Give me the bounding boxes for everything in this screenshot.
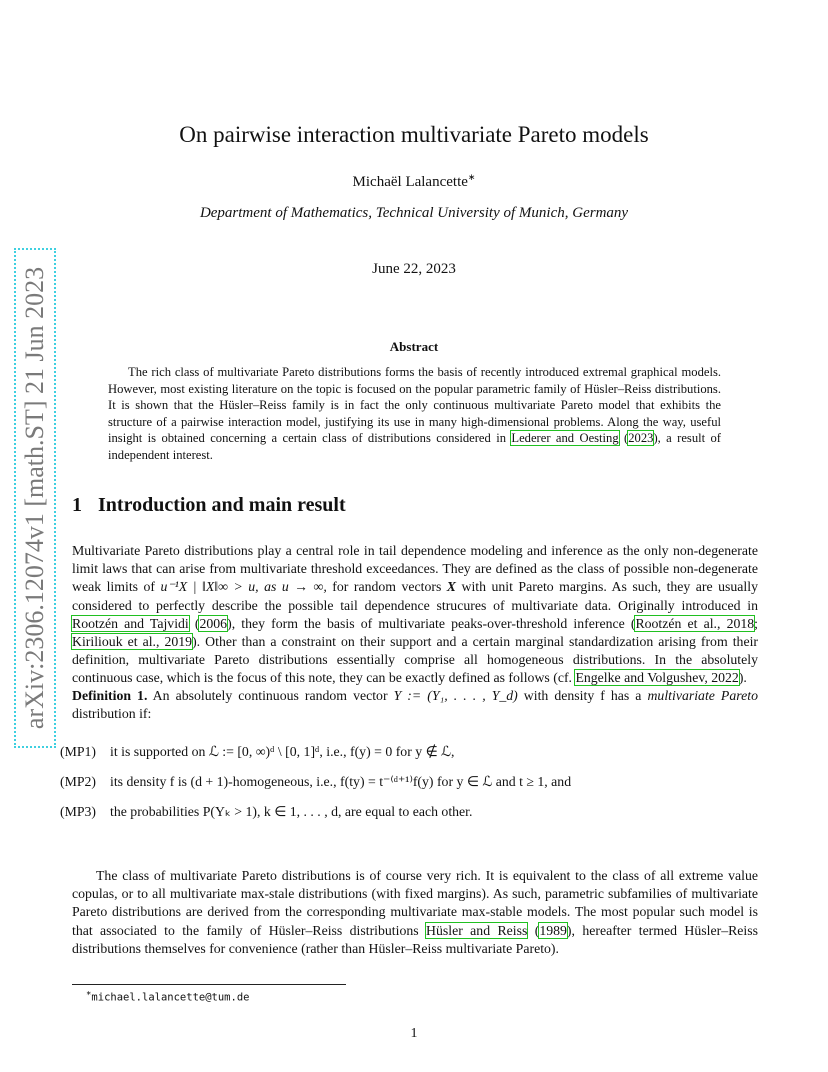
citation-lederer-oesting[interactable]: Lederer and Oesting [511,431,619,446]
intro-text: , they form the basis of multivariate peaks-over-threshold inference ( [231,615,636,631]
author-name: Michaël Lalancette [352,174,468,190]
footnote [86,989,249,1004]
section-number: 1 [72,494,82,516]
definition-text: An absolutely continuous random vector [147,688,394,703]
author-line [0,172,828,191]
citation-rootzen-tajvidi[interactable]: Rootzén and Tajvidi [72,615,189,631]
affiliation: Department of Mathematics, Technical University of Munich, Germany [199,205,629,221]
citation-kiriliouk-2019[interactable]: Kiriliouk et al., 2019 [72,634,193,650]
citation-engelke-volgushev[interactable]: Engelke and Volgushev, 2022 [575,670,739,686]
definition-block [72,687,758,723]
condition-tag: (MP1) [60,744,97,759]
abstract-body: The rich class of multivariate Pareto distributions forms the basis of recently introduced extremal graphical models. However, most existing literature on the topic is focused on the popular parametric family of Hüsler–Reiss distributions. It is shown that the Hüsler–Reiss family is in fact the only continuous multivariate Pareto model that exhibits the structure of a pairwise interaction model, justifying its use in many high-dimensional problems. Along the way, useful insight is obtained concerning a certain class of distributions considered in Lederer and Oesting (2023), a result of independent interest. [108,365,722,462]
citation-rootzen-2018[interactable]: Rootzén et al., 2018 [635,615,755,631]
section-heading [72,494,346,517]
arxiv-identifier[interactable]: arXiv:2306.12074v1 [math.ST] 21 Jun 2023 [20,266,49,730]
citation-year-2006[interactable]: 2006 [199,615,228,631]
definition-label: Definition 1. [72,688,148,703]
page-number: 1 [410,1026,418,1041]
intro-text: Multivariate Pareto distributions play a central role in tail dependence modeling and inference as the only non-degenerate limit laws that can arise from multivariate threshold exceedances. They are defined as the class of possible non-degenerate weak limits of [72,543,758,595]
citation-year-2023[interactable]: 2023 [628,431,654,446]
abstract-text-end: , a result of independent interest. [108,431,722,462]
abstract-heading: Abstract [389,339,439,354]
footnote-mark: ∗ [86,989,92,999]
math-vector-x: X [446,579,456,595]
math-limit-expression: u⁻¹X | ‖X‖∞ > u, as u → ∞, [160,579,327,595]
condition-mp2 [60,773,760,791]
condition-text: it is supported on ℒ := [0, ∞)ᵈ \ [0, 1]ᵈ, i.e., f(y) = 0 for y ∉ ℒ, [110,744,455,759]
section-title: Introduction and main result [98,494,346,516]
citation-year-1989[interactable]: 1989 [539,922,567,938]
author-email: michael.lalancette@tum.de [91,991,250,1004]
paper-date: June 22, 2023 [372,261,456,277]
condition-text: its density f is (d + 1)-homogeneous, i.e., f(ty) = t⁻⁽ᵈ⁺¹⁾f(y) for y ∈ ℒ and t ≥ 1, and [110,774,572,789]
definition-text: distribution if: [72,706,152,722]
intro-text: with unit Pareto margins. As such, they are usually considered to perfectly describe the possible tail dependence strucures of multivariate data. Originally introduced in [72,579,758,613]
condition-tag: (MP3) [60,804,97,819]
intro-text: ). [738,670,747,686]
condition-mp3 [60,803,760,821]
paper-title: On pairwise interaction multivariate Pareto models [179,122,649,147]
condition-mp1 [60,743,760,761]
math-vector-y: Y := (Y₁, . . . , Y_d) [393,688,518,703]
intro-text: for random vectors [326,579,447,595]
body-paragraph-2: The class of multivariate Pareto distributions is of course very rich. It is equivalent to the class of all extreme value copulas, or to all multivariate max-stale distributions (with fixed margins). As such, parametric subfamilies of multivariate Pareto distributions are derived from the corresponding multivariate max-stable models. The most popular such model is that associated to the family of Hüsler–Reiss distributions Hüsler and Reiss (1989), hereafter termed Hüsler–Reiss distributions themselves for convenience (rather than Hüsler–Reiss multivariate Pareto). [72,868,758,956]
footnote-divider [72,984,346,985]
definition-emphasis: multivariate Pareto [647,688,758,703]
intro-text: ). Other than a constraint on their support and a certain marginal standardization arising from their definition, multivariate Pareto distributions essentially comprise all homogeneous distributions. In the absolutely continuous case, which is the focus of this note, they can be exactly defined as follows (cf. [72,634,758,686]
condition-tag: (MP2) [60,774,97,789]
author-footnote-mark[interactable]: ∗ [467,172,476,182]
paragraph-text: The class of multivariate Pareto distributions is of course very rich. It is equivalent to the class of all extreme value copulas, or to all multivariate max-stale distributions (with fixed margins). As such, parametric subfamilies of multivariate Pareto distributions are derived from the corresponding multivariate max-stable models. The most popular such model is that associated to the family of Hüsler–Reiss distributions [72,868,758,938]
paragraph-text: , hereafter termed Hüsler–Reiss distributions themselves for convenience (rather than Hüsler–Reiss multivariate Pareto). [72,922,758,956]
citation-husler-reiss[interactable]: Hüsler and Reiss [426,922,528,938]
intro-paragraph: Multivariate Pareto distributions play a central role in tail dependence modeling and inference as the only non-degenerate limit laws that can arise from multivariate threshold exceedances. They are defined as the class of possible non-degenerate weak limits of u⁻¹X | ‖X‖∞ > u, as u → ∞, for random vectors X with unit Pareto margins. As such, they are usually considered to perfectly describe the possible tail dependence strucures of multivariate data. Originally introduced in Rootzén and Tajvidi (2006), they form the basis of multivariate peaks-over-threshold inference (Rootzén et al., 2018; Kiriliouk et al., 2019). Other than a constraint on their support and a certain marginal standardization arising from their definition, multivariate Pareto distributions essentially comprise all homogeneous distributions. In the absolutely continuous case, which is the focus of this note, they can be exactly defined as follows (cf. Engelke and Volgushev, 2022). [72,543,759,686]
condition-text: the probabilities P(Yₖ > 1), k ∈ 1, . . . , d, are equal to each other. [110,804,473,819]
abstract-text: The rich class of multivariate Pareto distributions forms the basis of recently introduced extremal graphical models. However, most existing literature on the topic is focused on the popular parametric family of Hüsler–Reiss distributions. It is shown that the Hüsler–Reiss family is in fact the only continuous multivariate Pareto model that exhibits the structure of a pairwise interaction model, justifying its use in many high-dimensional problems. Along the way, useful insight is obtained concerning a certain class of distributions considered in [108,365,721,446]
definition-text: with density f has a [517,688,648,703]
